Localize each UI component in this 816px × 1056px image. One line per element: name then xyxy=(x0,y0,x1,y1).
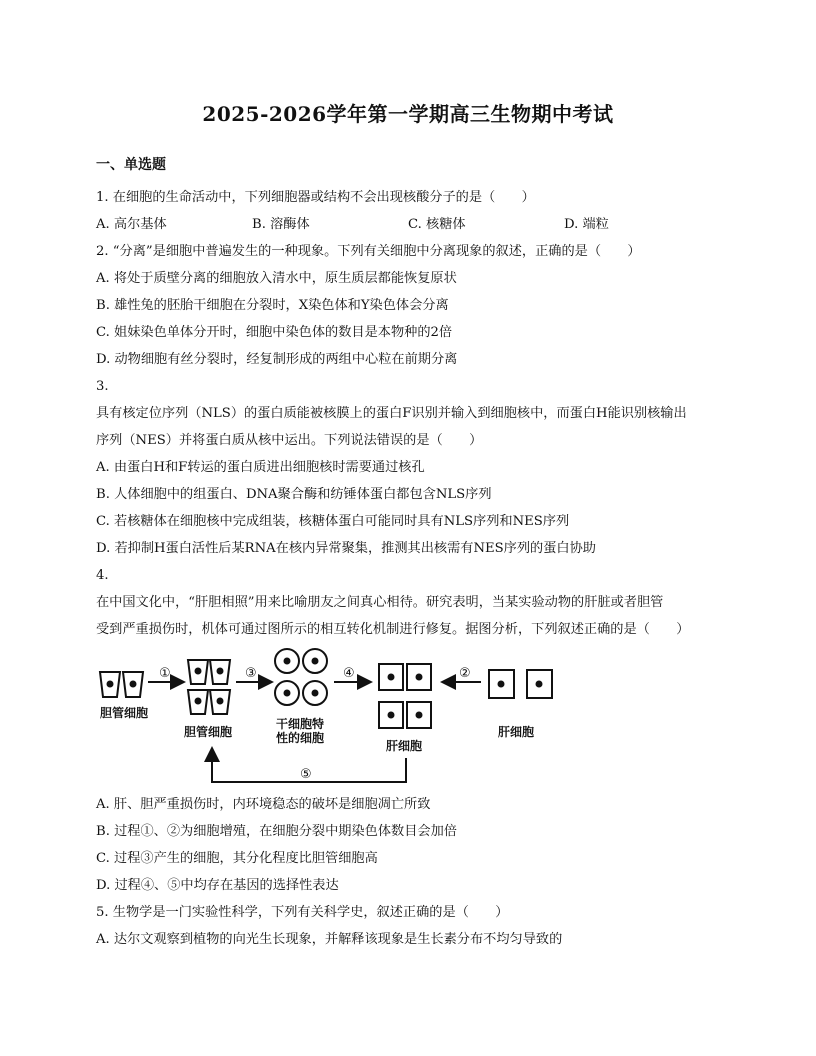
q3-number: 3. xyxy=(96,379,109,394)
q3-option-b: B. 人体细胞中的组蛋白、DNA聚合酶和纺锤体蛋白都包含NLS序列 xyxy=(96,487,492,502)
bile-duct-cells-left xyxy=(100,672,143,697)
q1-option-d: D. 端粒 xyxy=(564,217,609,232)
q1-stem: 1. 在细胞的生命活动中，下列细胞器或结构不会出现核酸分子的是（ ） xyxy=(96,190,535,205)
section-heading: 一、单选题 xyxy=(96,157,166,173)
q2-option-d: D. 动物细胞有丝分裂时，经复制形成的两组中心粒在前期分离 xyxy=(96,352,458,367)
q3-stem-line-1: 具有核定位序列（NLS）的蛋白质能被核膜上的蛋白F识别并输入到细胞核中，而蛋白H能识别核输出 xyxy=(96,406,687,421)
q4-option-a: A. 肝、胆严重损伤时，内环境稳态的破坏是细胞凋亡所致 xyxy=(96,797,431,812)
step-5-label: ⑤ xyxy=(300,767,312,782)
label-stem-line-2: 性的细胞 xyxy=(276,731,325,745)
step-4-label: ④ xyxy=(343,666,355,681)
q4-option-d: D. 过程④、⑤中均存在基因的选择性表达 xyxy=(96,878,339,893)
q3-option-c: C. 若核糖体在细胞核中完成组装，核糖体蛋白可能同时具有NLS序列和NES序列 xyxy=(96,514,570,529)
q4-stem-line-2: 受到严重损伤时，机体可通过图所示的相互转化机制进行修复。据图分析，下列叙述正确的是（ ） xyxy=(96,622,690,637)
label-bile-left: 胆管细胞 xyxy=(100,706,149,720)
q4-option-b: B. 过程①、②为细胞增殖，在细胞分裂中期染色体数目会加倍 xyxy=(96,824,457,839)
exam-title: 2025-2026学年第一学期高三生物期中考试 xyxy=(202,102,614,126)
q4-number: 4. xyxy=(96,568,109,583)
q1-option-a: A. 高尔基体 xyxy=(96,217,167,232)
q5-stem: 5. 生物学是一门实验性科学，下列有关科学史，叙述正确的是（ ） xyxy=(96,905,509,920)
step-2-label: ② xyxy=(459,666,471,681)
label-liver-right: 肝细胞 xyxy=(498,725,535,739)
hepatocytes-middle xyxy=(379,664,431,728)
step-3-label: ③ xyxy=(245,666,257,681)
label-liver-mid: 肝细胞 xyxy=(386,739,423,753)
q3-option-a: A. 由蛋白H和F转运的蛋白质进出细胞核时需要通过核孔 xyxy=(96,460,425,475)
step-1-label: ① xyxy=(159,666,171,681)
cell-conversion-figure xyxy=(96,640,566,790)
q3-stem-line-2: 序列（NES）并将蛋白质从核中运出。下列说法错误的是（ ） xyxy=(96,433,483,448)
q2-option-b: B. 雄性兔的胚胎干细胞在分裂时，X染色体和Y染色体会分离 xyxy=(96,298,449,313)
hepatocytes-right xyxy=(489,670,552,698)
figure-svg xyxy=(96,640,566,790)
q4-stem-line-1: 在中国文化中，“肝胆相照”用来比喻朋友之间真心相待。研究表明，当某实验动物的肝脏或者胆管 xyxy=(96,595,664,610)
stem-like-cells xyxy=(275,649,327,705)
q5-option-a: A. 达尔文观察到植物的向光生长现象，并解释该现象是生长素分布不均匀导致的 xyxy=(96,932,563,947)
q3-option-d: D. 若抑制H蛋白活性后某RNA在核内异常聚集，推测其出核需有NES序列的蛋白协助 xyxy=(96,541,596,556)
q2-option-c: C. 姐妹染色单体分开时，细胞中染色体的数目是本物种的2倍 xyxy=(96,325,453,340)
q1-option-b: B. 溶酶体 xyxy=(252,217,310,232)
label-bile-mid: 胆管细胞 xyxy=(184,725,233,739)
q4-option-c: C. 过程③产生的细胞，其分化程度比胆管细胞高 xyxy=(96,851,378,866)
label-stem-line-1: 干细胞特 xyxy=(276,717,325,731)
q2-stem: 2. “分离”是细胞中普遍发生的一种现象。下列有关细胞中分离现象的叙述，正确的是（ ） xyxy=(96,244,641,259)
q2-option-a: A. 将处于质壁分离的细胞放入清水中，原生质层都能恢复原状 xyxy=(96,271,457,286)
bile-duct-cells-middle xyxy=(188,660,230,714)
q1-option-c: C. 核糖体 xyxy=(408,217,466,232)
